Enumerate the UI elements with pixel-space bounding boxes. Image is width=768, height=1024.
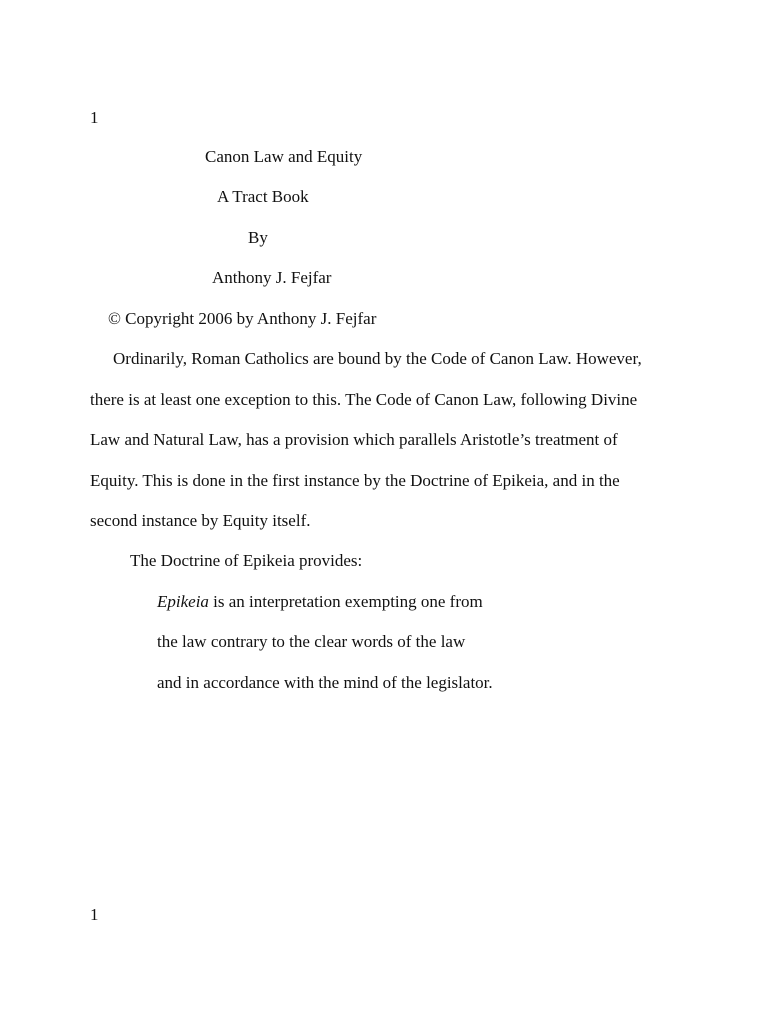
document-title: Canon Law and Equity [205,147,363,166]
paragraph-line: Law and Natural Law, has a provision which parallels Aristotle’s treatment of [90,430,618,449]
paragraph-line: second instance by Equity itself. [90,511,311,530]
footer-page-number: 1 [90,905,99,924]
document-subtitle: A Tract Book [217,187,309,206]
author-name: Anthony J. Fejfar [212,268,332,287]
by-line: By [248,228,268,247]
epikeia-intro: The Doctrine of Epikeia provides: [130,551,363,570]
quote-line-2: the law contrary to the clear words of the law [157,632,466,651]
copyright-notice: © Copyright 2006 by Anthony J. Fejfar [108,309,377,328]
paragraph-line: Equity. This is done in the first instance by the Doctrine of Epikeia, and in the [90,471,620,490]
quote-line-3: and in accordance with the mind of the legislator. [157,673,493,692]
paragraph-line: Ordinarily, Roman Catholics are bound by the Code of Canon Law. However, [113,349,642,368]
header-page-number: 1 [90,108,99,127]
paragraph-line: there is at least one exception to this. The Code of Canon Law, following Divine [90,390,638,409]
epikeia-term: Epikeia [157,592,209,611]
quote-line-1-text: is an interpretation exempting one from [208,592,483,611]
quote-line-1 [157,592,483,612]
